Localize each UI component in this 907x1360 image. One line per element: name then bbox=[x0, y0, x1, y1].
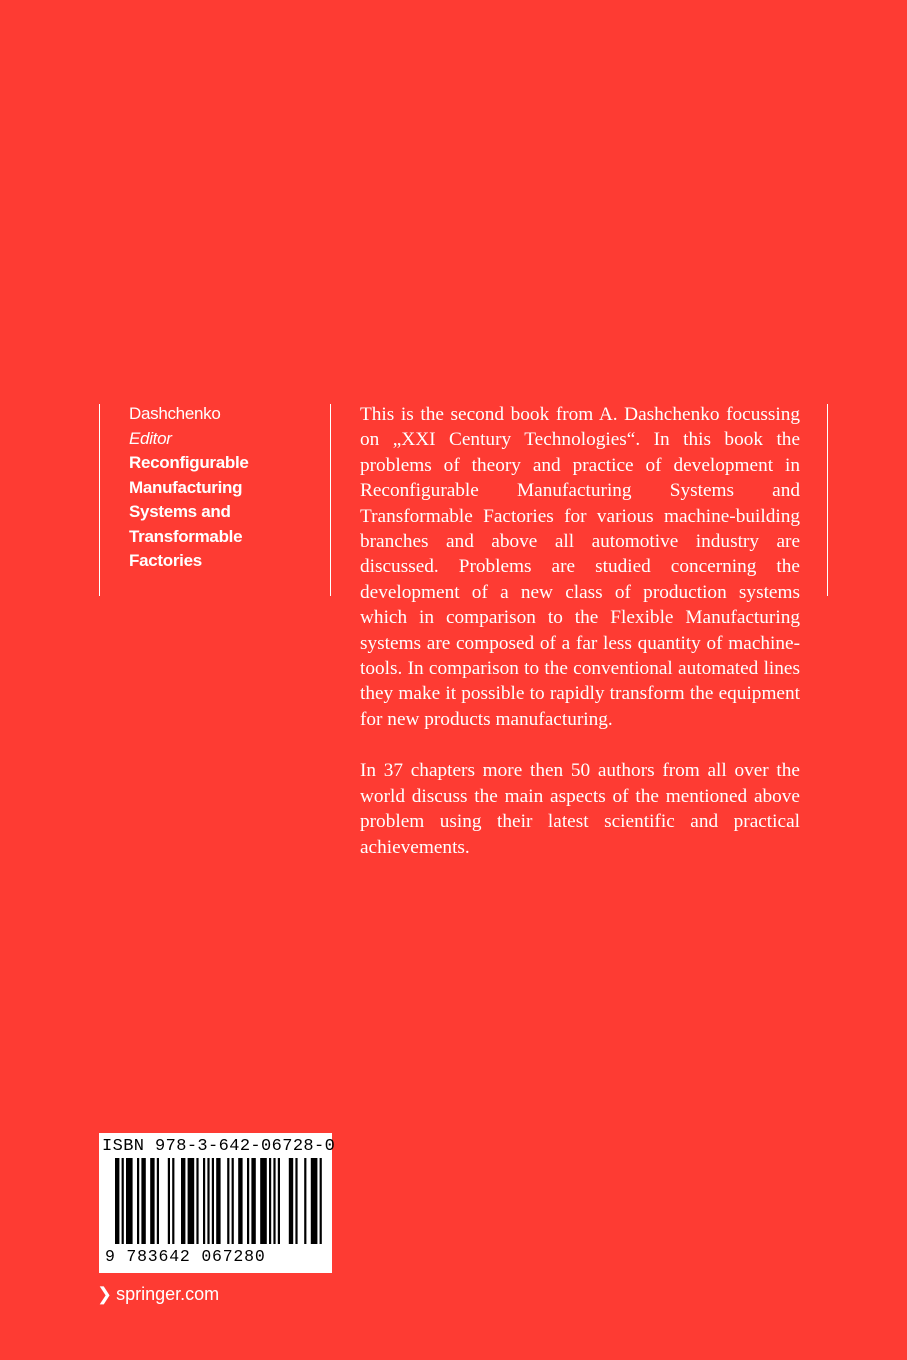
barcode-bar bbox=[295, 1158, 297, 1244]
barcode-bar bbox=[212, 1158, 214, 1244]
barcode-bar bbox=[207, 1158, 209, 1244]
barcode-bar bbox=[168, 1158, 170, 1244]
barcode-bar bbox=[126, 1158, 133, 1244]
barcode-bar bbox=[141, 1158, 145, 1244]
publisher-link[interactable] bbox=[97, 1284, 219, 1305]
editor-role: Editor bbox=[129, 428, 172, 448]
barcode-bar bbox=[172, 1158, 174, 1244]
description-paragraph: In 37 chapters more then 50 authors from all over the world discuss the main aspects of the mentioned above problem using their latest scientific and practical achievements. bbox=[360, 760, 800, 858]
barcode-bar bbox=[251, 1158, 255, 1244]
barcode-bar bbox=[157, 1158, 159, 1244]
barcode-bar bbox=[273, 1158, 275, 1244]
book-title bbox=[129, 451, 319, 574]
barcode-bar bbox=[269, 1158, 271, 1244]
isbn-barcode bbox=[99, 1133, 336, 1273]
barcode-bar bbox=[320, 1158, 322, 1244]
barcode-bar bbox=[238, 1158, 242, 1244]
barcode-bar bbox=[311, 1158, 318, 1244]
editor-name: Dashchenko bbox=[129, 404, 221, 423]
ean-digits: 9 783642 067280 bbox=[105, 1247, 266, 1266]
barcode-bar bbox=[232, 1158, 234, 1244]
barcode-bar bbox=[216, 1158, 220, 1244]
barcode-bar bbox=[247, 1158, 249, 1244]
barcode-bar bbox=[227, 1158, 229, 1244]
description-paragraph: This is the second book from A. Dashchenko focussing on „XXI Century Technologies“. In this book the problems of theory and practice of development in Reconfigurable Manufacturing Systems and Transformable Factories for various machine-building branches and above all automotive industry are discussed. Problems are studied concerning the development of a new class of production systems which in comparison to the Flexible Manufacturing systems are composed of a far less quantity of machine-tools. In comparison to the conventional automated lines they make it possible to rapidly transform the equipment for new products manufacturing. bbox=[360, 404, 800, 730]
publisher-url: springer.com bbox=[116, 1284, 220, 1304]
barcode-bar bbox=[150, 1158, 154, 1244]
barcode-bar bbox=[289, 1158, 293, 1244]
book-title-line: Factories bbox=[129, 551, 202, 570]
barcode-bar bbox=[137, 1158, 139, 1244]
book-description bbox=[360, 402, 800, 886]
divider-right bbox=[827, 404, 828, 596]
book-title-line: Manufacturing bbox=[129, 477, 243, 497]
barcode-bar bbox=[188, 1158, 195, 1244]
chevron-right-icon: ❯ bbox=[97, 1284, 113, 1304]
barcode-bar bbox=[196, 1158, 198, 1244]
isbn-label: ISBN 978-3-642-06728-0 bbox=[102, 1137, 336, 1156]
barcode-bar bbox=[260, 1158, 267, 1244]
book-title-line: Reconfigurable bbox=[129, 453, 249, 472]
barcode-bar bbox=[304, 1158, 306, 1244]
book-title-line: Systems and bbox=[129, 502, 231, 521]
book-info-sidebar bbox=[129, 402, 319, 574]
divider-middle bbox=[330, 404, 331, 596]
barcode-bar bbox=[122, 1158, 124, 1244]
barcode-bar bbox=[203, 1158, 205, 1244]
barcode-bar bbox=[181, 1158, 185, 1244]
barcode-bar bbox=[278, 1158, 280, 1244]
book-title-line: Transformable bbox=[129, 526, 243, 546]
barcode-bar bbox=[115, 1158, 119, 1244]
divider-left bbox=[99, 404, 100, 596]
barcode-bars bbox=[107, 1158, 325, 1248]
